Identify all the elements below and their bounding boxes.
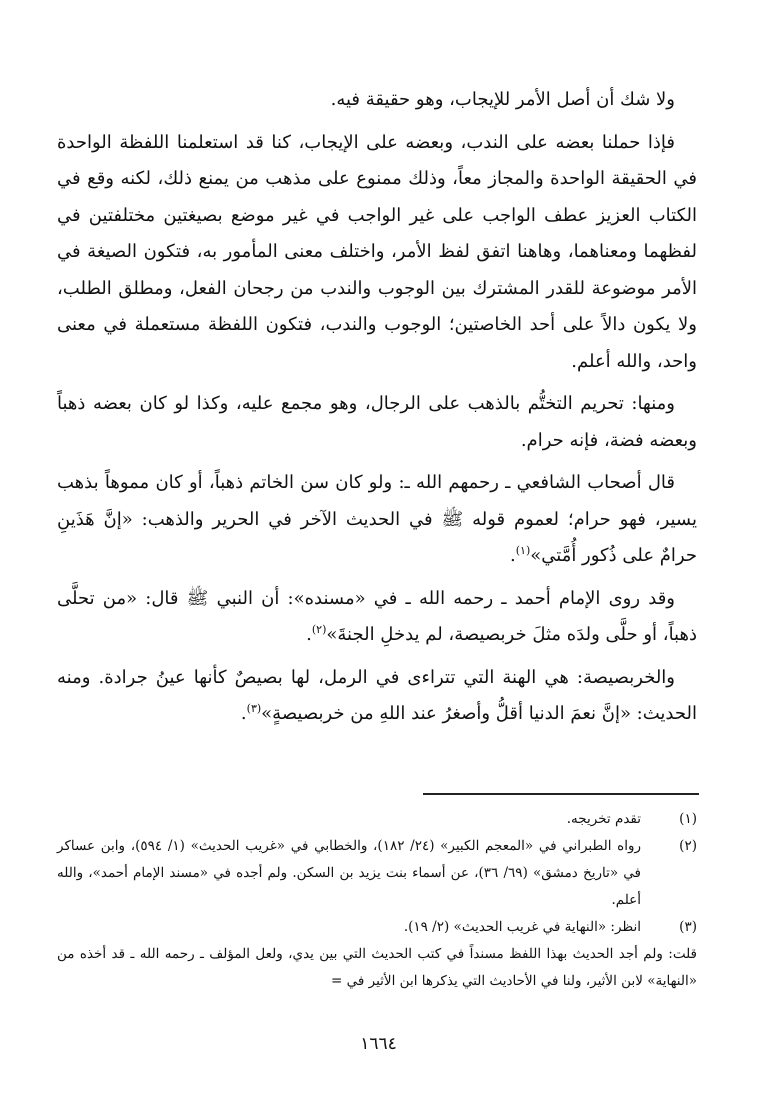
paragraph-6-end: . xyxy=(240,703,247,724)
footnote-number: (٣) xyxy=(679,919,697,935)
page-number: ١٦٦٤ xyxy=(360,1034,397,1054)
paragraph-5 xyxy=(57,581,697,654)
footnote-divider xyxy=(423,793,699,795)
paragraph-5-text: وقد روى الإمام أحمد ـ رحمه الله ـ في «مسنده»: أن النبي ﷺ قال: «من تحلَّى ذهباً، أو حلَّى ولدَه مثلَ خربصيصة، لم يدخلِ الجنةَ» xyxy=(57,587,697,645)
footnote-ref-1[interactable]: (١) xyxy=(515,544,531,557)
paragraph-1: ولا شك أن أصل الأمر للإيجاب، وهو حقيقة فيه. xyxy=(330,89,675,110)
paragraph-2: فإذا حملنا بعضه على الندب، وبعضه على الإيجاب، كنا قد استعلمنا اللفظة الواحدة في الحقيقة الواحدة والمجاز معاً، وذلك ممنوع على مذهب من يمنع ذلك، لكنه وقع في الكتاب العزيز عطف الواجب على غير الواجب في غير موضع بصيغتين مختلفتين في لفظهما ومعناهما، وهاهنا اتفق لفظ الأمر، واختلف معنى المأمور به، فتكون الصيغة في الأمر موضوعة للقدر المشترك بين الوجوب والندب من رجحان الفعل، ومطلق الطلب، ولا يكون دالاً على أحد الخاصتين؛ الوجوب والندب، فتكون اللفظة مستعملة في معنى واحد، والله أعلم. xyxy=(57,131,697,372)
footnotes xyxy=(57,806,697,995)
footnote-1 xyxy=(57,806,697,833)
footnote-ref-3[interactable]: (٣) xyxy=(246,702,262,715)
paragraph-6-text: والخربصيصة: هي الهنة التي تتراءى في الرمل، لها بصيصٌ كأنها عينُ جرادة. ومنه الحديث: «إنَّ نعمَ الدنيا أقلُّ وأصغرُ عند اللهِ من خربصيصةٍ» xyxy=(57,666,697,724)
footnote-ref-2[interactable]: (٢) xyxy=(311,623,327,636)
paragraph-4-text: قال أصحاب الشافعي ـ رحمهم الله ـ: ولو كان سن الخاتم ذهباً، أو كان مموهاً بذهب يسير، فهو حرام؛ لعموم قوله ﷺ في الحديث الآخر في الحرير والذهب: «إنَّ هَذَينِ حرامٌ على ذُكور أُمَّتي» xyxy=(57,472,697,566)
footnote-number: (٢) xyxy=(679,838,697,854)
footnote-text: رواه الطبراني في «المعجم الكبير» (٢٤/ ١٨٢)، والخطابي في «غريب الحديث» (١/ ٥٩٤)، وابن عساكر في «تاريخ دمشق» (٦٩/ ٣٦)، عن أسماء بنت يزيد بن السكن. ولم أجده في «مسند الإمام أحمد»، والله أعلم. xyxy=(57,838,641,908)
paragraph-5-end: . xyxy=(306,624,312,645)
footnote-text: تقدم تخريجه. xyxy=(566,811,641,827)
paragraph-6 xyxy=(57,660,697,733)
footnote-text: انظر: «النهاية في غريب الحديث» (٢/ ١٩). xyxy=(403,919,641,935)
paragraph-4 xyxy=(57,465,697,575)
footnote-number: (١) xyxy=(679,811,697,827)
paragraph-4-end: . xyxy=(510,545,516,566)
paragraph-3: ومنها: تحريم التختُّم بالذهب على الرجال، وهو مجمع عليه، وكذا لو كان بعضه ذهباً وبعضه فضة، فإنه حرام. xyxy=(57,393,697,451)
main-text xyxy=(57,82,697,733)
footnote-note: قلت: ولم أجد الحديث بهذا اللفظ مسنداً في كتب الحديث التي بين يدي، ولعل المؤلف ـ رحمه الله ـ قد أخذه من «النهاية» لابن الأثير، ولنا في الأحاديث التي يذكرها ابن الأثير في = xyxy=(57,946,697,989)
footnote-3 xyxy=(57,914,697,941)
footnote-2 xyxy=(57,833,697,914)
